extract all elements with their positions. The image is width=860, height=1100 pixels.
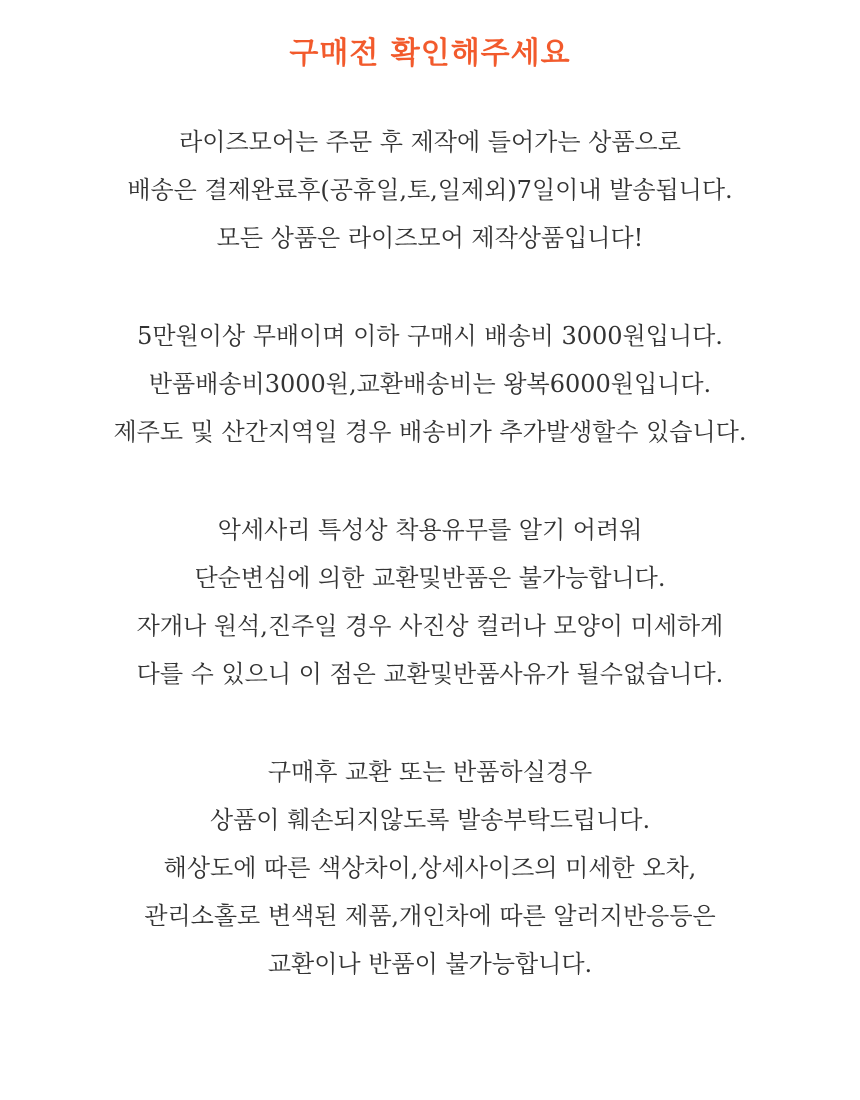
notice-line: 반품배송비3000원,교환배송비는 왕복6000원입니다. [148, 370, 712, 398]
notice-paragraph-return-policy [0, 748, 860, 988]
notice-line: 5만원이상 무배이며 이하 구매시 배송비 3000원입니다. [137, 322, 723, 350]
notice-line: 배송은 결제완료후(공휴일,토,일제외)7일이내 발송됩니다. [127, 176, 733, 204]
notice-line: 상품이 훼손되지않도록 발송부탁드립니다. [209, 806, 651, 834]
notice-paragraph-accessory-policy [0, 506, 860, 698]
notice-line: 관리소홀로 변색된 제품,개인차에 따른 알러지반응등은 [144, 902, 716, 930]
notice-body [0, 118, 860, 1038]
notice-paragraph-shipping-fee [0, 312, 860, 456]
notice-line: 단순변심에 의한 교환및반품은 불가능합니다. [194, 564, 666, 592]
notice-line: 자개나 원석,진주일 경우 사진상 컬러나 모양이 미세하게 [136, 612, 724, 640]
notice-line: 다를 수 있으니 이 점은 교환및반품사유가 될수없습니다. [136, 660, 724, 688]
notice-line: 제주도 및 산간지역일 경우 배송비가 추가발생할수 있습니다. [113, 418, 747, 446]
notice-line: 모든 상품은 라이즈모어 제작상품입니다! [216, 224, 644, 252]
notice-line: 구매후 교환 또는 반품하실경우 [267, 758, 593, 786]
notice-line: 교환이나 반품이 불가능합니다. [267, 950, 593, 978]
notice-paragraph-production [0, 118, 860, 262]
notice-line: 악세사리 특성상 착용유무를 알기 어려워 [217, 516, 643, 544]
notice-line: 해상도에 따른 색상차이,상세사이즈의 미세한 오차, [163, 854, 697, 882]
notice-line: 라이즈모어는 주문 후 제작에 들어가는 상품으로 [179, 128, 681, 156]
page-title: 구매전 확인해주세요 [289, 36, 571, 71]
